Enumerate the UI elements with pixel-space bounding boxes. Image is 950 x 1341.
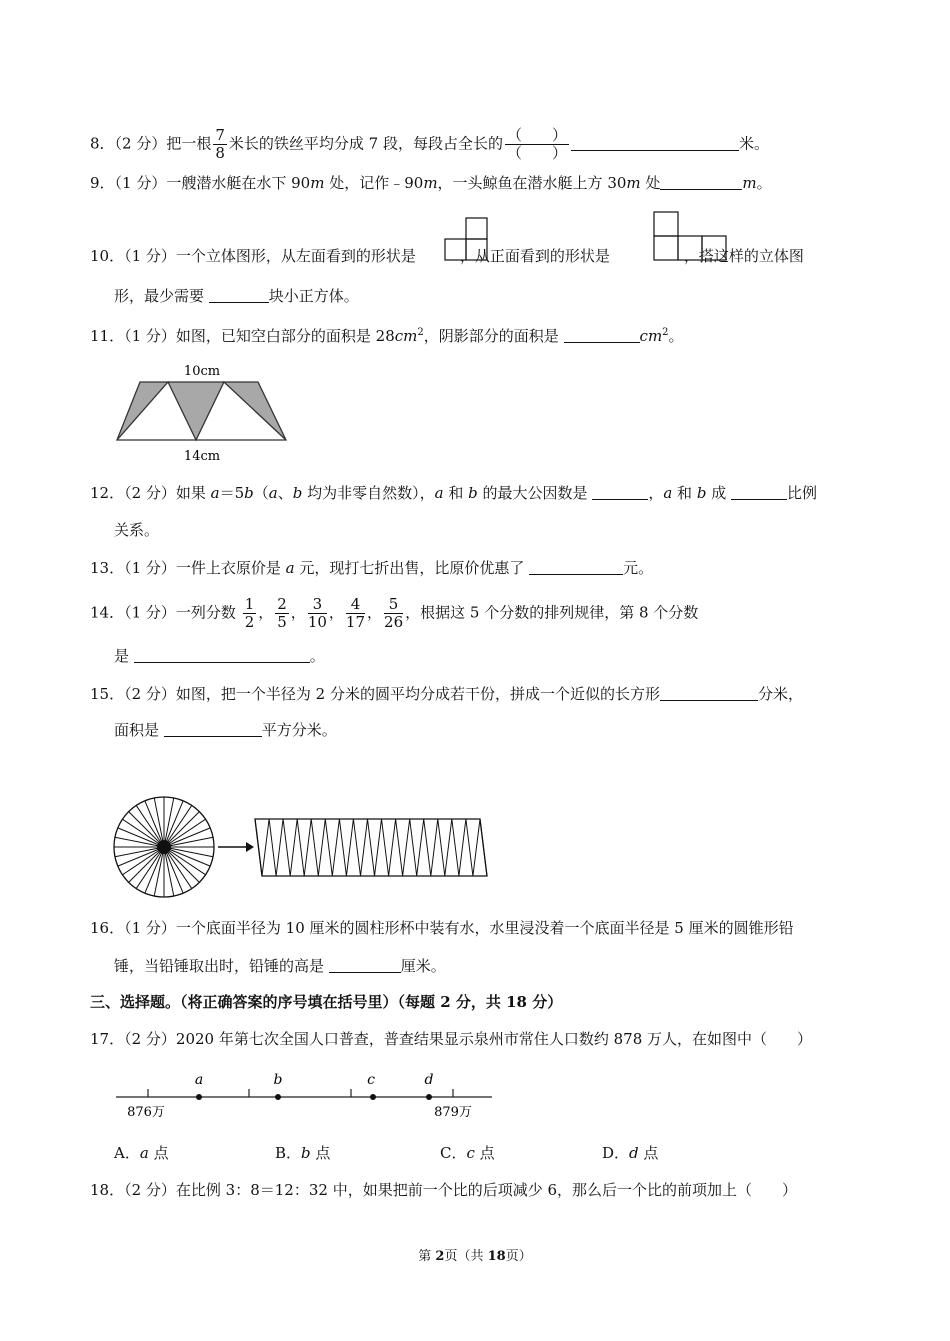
question-9: 9．（1 分）一艘潜水艇在水下 90m 处，记作﹣90m，一头鲸鱼在潜水艇上方 30m 处 m。 [90,174,772,192]
option-d[interactable]: D．d 点 [602,1144,659,1162]
fraction: $\frac{1}{2}$ [244,595,255,631]
answer-blank[interactable] [660,175,742,190]
fraction: $\frac{4}{17}$ [345,595,366,631]
left-tick-label: 876万 [127,1105,165,1120]
question-14: 14．（1 分）一列分数 $\frac{1}{2}$ ， $\frac{2}{5}$ ， $\frac{3}{10}$ ， $\frac{4}{17}$ ， $\frac{5}{26}$ ，根据这 5 个分数的排列规律，第 8 个分数 [90,595,699,631]
point-b-label: b [273,1072,283,1088]
question-12: 12．（2 分）如果 a＝5b（a、b 均为非零自然数），a 和 b 的最大公因数是 ，a 和 b 成 比例 [90,484,817,502]
question-10: 10．（1 分）一个立体图形，从左面看到的形状是 ，从正面看到的形状是 ，搭这样的立体图 [90,247,804,265]
question-15-cont: 面积是 平方分米。 [114,721,337,739]
answer-blank[interactable] [529,560,623,575]
answer-blank[interactable] [592,485,648,500]
answer-blank[interactable] [329,958,401,973]
front-view-shape [653,211,729,262]
option-c[interactable]: C．c 点 [440,1144,495,1162]
question-8: 8．（2 分）把一根 $\frac{7}{8}$ 米长的铁丝平均分成 7 段，每段占全长的 $\frac{( )}{( )}$ 米。 [90,126,770,162]
answer-blank[interactable] [134,648,310,663]
right-tick-label: 879万 [434,1105,472,1120]
question-14-cont: 是 。 [114,647,325,665]
question-13: 13．（1 分）一件上衣原价是 a 元，现打七折出售，比原价优惠了 元。 [90,559,654,577]
option-a[interactable]: A．a 点 [114,1144,169,1162]
question-18: 18．（2 分）在比例 3：8＝12：32 中，如果把前一个比的后项减少 6，那么后一个比的前项加上（ ） [90,1181,798,1199]
question-16: 16．（1 分）一个底面半径为 10 厘米的圆柱形杯中装有水，水里浸没着一个底面半径是 5 厘米的圆锥形铅 [90,919,794,937]
page-footer: 第 2页（共 18页） [418,1249,532,1264]
number-line [112,1068,502,1124]
point-d-label: d [424,1072,434,1088]
answer-blank[interactable] [660,686,758,701]
fraction-7-8: $\frac{7}{8}$ [215,126,225,162]
answer-fraction: $\frac{( )}{( )}$ [507,126,568,162]
fraction: $\frac{2}{5}$ [277,595,287,631]
top-length-label: 10cm [183,364,221,379]
option-b[interactable]: B．b 点 [275,1144,331,1162]
question-12-cont: 关系。 [114,521,160,539]
answer-blank[interactable] [209,288,269,303]
approx-rectangle-figure [252,818,492,878]
divided-circle-figure [112,795,216,899]
point-c-label: c [367,1072,375,1088]
question-16-cont: 锤，当铅锤取出时，铅锤的高是 厘米。 [114,957,446,975]
point-a-label: a [194,1072,204,1088]
left-view-shape [444,218,490,262]
question-10-cont: 形，最少需要 块小正方体。 [114,287,359,305]
fraction: $\frac{3}{10}$ [307,595,327,631]
fraction: $\frac{5}{26}$ [384,595,404,631]
section-title: 三、选择题。（将正确答案的序号填在括号里）（每题 2 分，共 18 分） [90,993,563,1011]
question-15: 15．（2 分）如图，把一个半径为 2 分米的圆平均分成若干份，拼成一个近似的长方形 分米， [90,685,803,703]
answer-blank[interactable] [164,722,262,737]
trapezoid-figure [114,358,290,466]
arrow-icon [218,840,254,854]
bottom-length-label: 14cm [183,449,221,464]
question-17: 17．（2 分）2020 年第七次全国人口普查，普查结果显示泉州市常住人口数约 878 万人，在如图中（ ） [90,1030,813,1048]
answer-blank[interactable] [571,136,739,151]
question-11: 11．（1 分）如图，已知空白部分的面积是 $28cm^2$，阴影部分的面积是 $cm^2$。 [90,327,684,345]
answer-blank[interactable] [731,485,787,500]
answer-blank[interactable] [564,328,640,343]
